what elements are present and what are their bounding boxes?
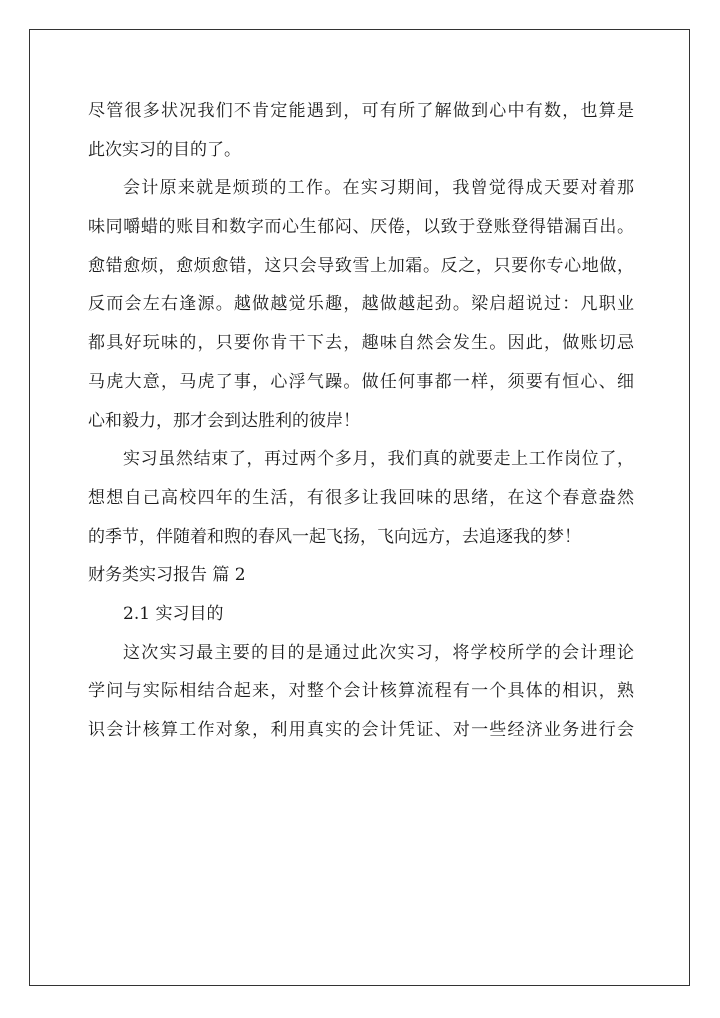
paragraph-line: 实习虽然结束了，再过两个多月，我们真的就要走上工作岗位了， [123, 449, 634, 470]
document-body [88, 92, 634, 750]
subsection-heading: 2.1 实习目的 [123, 603, 224, 624]
paragraph-line: 的季节，伴随着和煦的春风一起飞扬，飞向远方，去追逐我的梦！ [88, 526, 581, 547]
paragraph-line: 都具好玩味的，只要你肯干下去，趣味自然会发生。因此，做账切忌 [88, 333, 634, 354]
paragraph-line: 学问与实际相结合起来，对整个会计核算流程有一个具体的相识，熟 [88, 681, 634, 702]
section-title: 财务类实习报告 篇 2 [88, 565, 246, 586]
paragraph-line: 马虎大意，马虎了事，心浮气躁。做任何事都一样，须要有恒心、细 [88, 371, 634, 392]
paragraph-line: 反而会左右逢源。越做越觉乐趣，越做越起劲。梁启超说过：凡职业 [88, 294, 634, 315]
paragraph-line: 味同嚼蜡的账目和数字而心生郁闷、厌倦，以致于登账登得错漏百出。 [88, 217, 634, 238]
paragraph-line: 这次实习最主要的目的是通过此次实习，将学校所学的会计理论 [123, 642, 634, 663]
paragraph-line: 会计原来就是烦琐的工作。在实习期间，我曾觉得成天要对着那 [123, 178, 634, 199]
paragraph-line: 尽管很多状况我们不肯定能遇到，可有所了解做到心中有数，也算是 [88, 101, 634, 121]
paragraph-line: 心和毅力，那才会到达胜利的彼岸！ [88, 410, 360, 431]
paragraph-line: 识会计核算工作对象，利用真实的会计凭证、对一些经济业务进行会 [88, 720, 634, 740]
paragraph-line: 愈错愈烦，愈烦愈错，这只会导致雪上加霜。反之，只要你专心地做， [88, 255, 634, 276]
paragraph-line: 此次实习的目的了。 [88, 139, 241, 160]
paragraph-line: 想想自己高校四年的生活，有很多让我回味的思绪，在这个春意盎然 [88, 487, 634, 508]
